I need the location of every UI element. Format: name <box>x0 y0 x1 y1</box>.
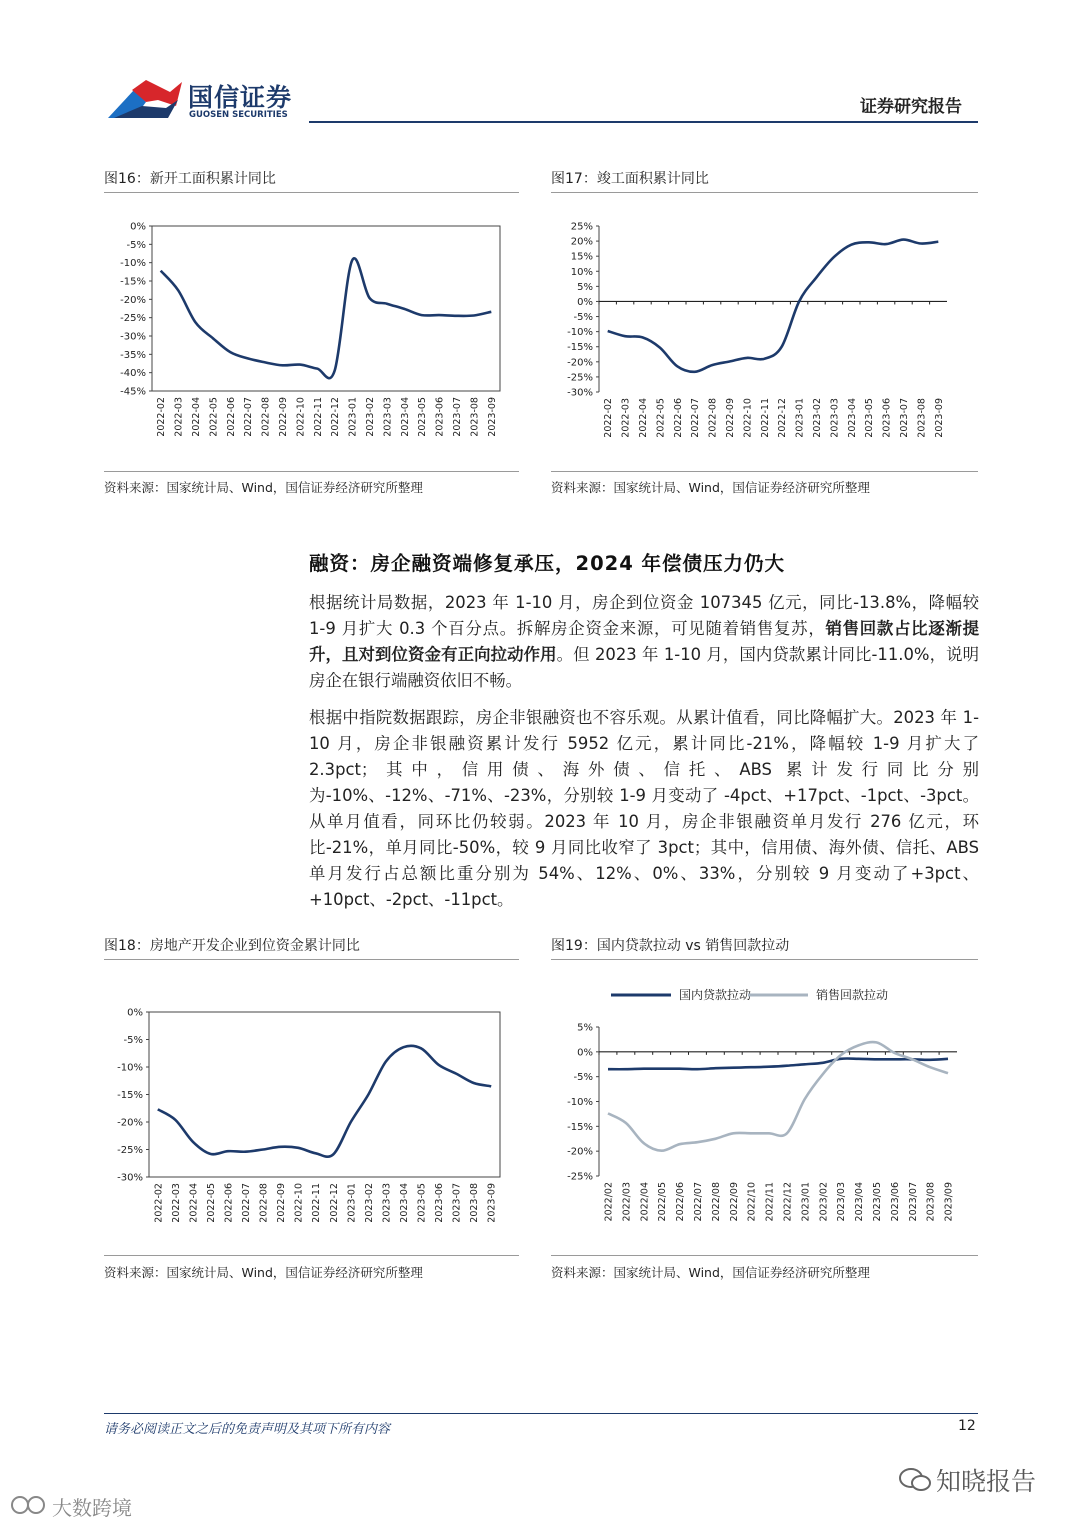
watermark-left-icon <box>10 1494 50 1516</box>
fig17-x-tick-label: 2022-09 <box>725 398 736 438</box>
fig18-y-tick-label: -20% <box>117 1117 143 1129</box>
fig18-x-tick-label: 2023-03 <box>381 1183 393 1223</box>
fig16-x-tick-label: 2022-03 <box>173 397 185 437</box>
fig18-x-tick-label: 2023-08 <box>469 1183 481 1223</box>
fig19-x-tick-label: 2022/04 <box>639 1182 651 1222</box>
fig16-x-tick-label: 2023-08 <box>469 397 481 437</box>
wechat-icon <box>898 1466 932 1494</box>
paragraph-1-bold: 销售回款占比逐渐提升，且对到位资金有正向拉动作用 <box>309 619 980 664</box>
fig17-y-tick-label: -10% <box>567 327 593 339</box>
fig18-x-tick-label: 2022-07 <box>241 1183 253 1223</box>
fig18-top-rule <box>104 959 519 960</box>
fig17-x-tick-label: 2023-03 <box>829 398 841 438</box>
fig17-y-tick-label: 0% <box>577 296 593 308</box>
fig17-x-tick-label: 2022-08 <box>707 398 719 438</box>
fig16-x-tick-label: 2023-06 <box>434 397 446 437</box>
fig16-source: 资料来源：国家统计局、Wind，国信证券经济研究所整理 <box>104 480 423 495</box>
paragraph-1-part-b: 。但 2023 年 1-10 月，国内贷款累计同比-11.0%，说明房企在银行端融资依旧不畅。 <box>309 645 979 690</box>
fig18-chart <box>104 990 519 1245</box>
fig19-title: 图19：国内贷款拉动 vs 销售回款拉动 <box>551 938 790 954</box>
fig19-x-tick-label: 2023/05 <box>871 1182 883 1222</box>
fig18-x-tick-label: 2022-09 <box>276 1183 288 1223</box>
fig16-y-tick-label: 0% <box>130 221 146 233</box>
fig18-x-tick-label: 2022-02 <box>153 1183 165 1223</box>
fig16-x-tick-label: 2022-09 <box>278 397 289 437</box>
fig17-bottom-rule <box>551 471 978 472</box>
fig16-top-rule <box>104 192 519 193</box>
fig17-x-tick-label: 2022-07 <box>690 398 702 438</box>
header <box>0 0 1080 130</box>
fig17-y-tick-label: 25% <box>570 221 593 233</box>
guosen-logo-icon <box>106 78 184 120</box>
fig19-legend-label-2: 销售回款拉动 <box>816 988 889 1002</box>
fig16-y-tick-label: -5% <box>126 239 146 251</box>
fig17-y-tick-label: -25% <box>567 372 593 384</box>
fig16-x-tick-label: 2023-07 <box>452 397 463 437</box>
fig17-y-tick-label: 15% <box>570 251 593 263</box>
fig16-bottom-rule <box>104 471 519 472</box>
fig17-x-tick-label: 2022-04 <box>638 398 649 438</box>
fig16-y-tick-label: -10% <box>120 258 146 270</box>
fig17-y-tick-label: -5% <box>573 312 593 324</box>
fig17-y-tick-label: -30% <box>567 387 593 399</box>
fig17-y-tick-label: 5% <box>577 281 593 293</box>
fig17-x-tick-label: 2023-02 <box>812 398 823 438</box>
fig16-y-tick-label: -15% <box>120 276 146 288</box>
fig18-y-tick-label: -15% <box>117 1090 143 1101</box>
fig16-x-tick-label: 2022-02 <box>156 397 168 437</box>
fig18-series-line-1 <box>158 1046 491 1157</box>
fig19-top-rule <box>551 959 978 960</box>
watermark-right-text: 知晓报告 <box>936 1467 1037 1496</box>
fig19-y-tick-label: -5% <box>573 1072 593 1084</box>
fig19-y-tick-label: -25% <box>567 1171 593 1183</box>
fig18-x-tick-label: 2022-03 <box>170 1183 182 1223</box>
fig19-x-tick-label: 2023/08 <box>925 1182 937 1222</box>
fig19-x-tick-label: 2022/08 <box>710 1182 722 1222</box>
fig18-x-tick-label: 2022-11 <box>311 1183 323 1223</box>
fig16-x-tick-label: 2022-07 <box>243 397 255 437</box>
fig19-chart <box>551 975 978 1245</box>
fig16-x-tick-label: 2023-05 <box>417 397 429 437</box>
fig18-title: 图18：房地产开发企业到位资金累计同比 <box>104 938 360 954</box>
fig19-x-tick-label: 2022/06 <box>675 1182 687 1222</box>
fig19-x-tick-label: 2022/10 <box>746 1182 758 1222</box>
fig19-x-tick-label: 2023/01 <box>800 1182 812 1222</box>
paragraph-2: 根据中指院数据跟踪，房企非银融资也不容乐观。从累计值看，同比降幅扩大。2023 年 1-10 月，房企非银融资累计发行 5952 亿元，累计同比-21%，降幅较 1-9 月扩大了 2.3pct；其中，信用债、海外债、信托、ABS 累计发行同比分别为-10%、-12%、-71%、-23%，分别较 1-9 月变动了 -4pct、+17pct、-1pct、-3pct。从单月值看，同环比仍较弱。2023 年 10 月，房企非银融资单月发行 276 亿元，环比-21%，单月同比-50%，较 9 月同比收窄了 3pct；其中，信用债、海外债、信托、ABS 单月发行占总额比重分别为 54%、12%、0%、33%，分别较 9 月变动了+3pct、+10pct、-2pct、-11pct。 <box>309 708 979 909</box>
fig18-x-tick-label: 2022-06 <box>223 1183 235 1223</box>
fig16-y-tick-label: -40% <box>120 368 146 380</box>
fig16-series-line-1 <box>161 258 492 378</box>
fig18-x-tick-label: 2023-02 <box>363 1183 375 1223</box>
fig17-y-tick-label: 10% <box>570 266 593 278</box>
fig16-x-tick-label: 2022-10 <box>295 397 307 437</box>
fig18-x-tick-label: 2023-09 <box>486 1183 498 1223</box>
header-rule <box>309 121 978 123</box>
fig16-x-tick-label: 2022-06 <box>225 397 237 437</box>
fig17-x-tick-label: 2022-10 <box>742 398 754 438</box>
fig19-x-tick-label: 2023/04 <box>854 1182 866 1222</box>
fig19-bottom-rule <box>551 1255 978 1256</box>
watermark-left-ring-2 <box>28 1497 44 1513</box>
fig17-x-tick-label: 2022-05 <box>655 398 667 438</box>
fig16-y-tick-label: -25% <box>120 313 146 325</box>
fig19-x-tick-label: 2022/03 <box>621 1182 633 1222</box>
fig16-y-tick-label: -35% <box>120 349 146 361</box>
fig17-x-tick-label: 2023-04 <box>846 398 858 438</box>
fig18-y-tick-label: -25% <box>117 1145 143 1156</box>
footer-disclaimer: 请务必阅读正文之后的免责声明及其项下所有内容 <box>104 1422 391 1437</box>
paragraph-1 <box>309 590 979 694</box>
fig17-title: 图17：竣工面积累计同比 <box>551 171 709 187</box>
fig19-x-tick-label: 2023/06 <box>889 1182 901 1222</box>
watermark-left-ring-1 <box>12 1497 28 1513</box>
fig16-x-tick-label: 2022-05 <box>208 397 220 437</box>
footer-rule <box>104 1413 978 1414</box>
fig16-y-tick-label: -30% <box>120 331 146 343</box>
fig19-x-tick-label: 2022/12 <box>782 1182 794 1222</box>
fig16-x-tick-label: 2022-08 <box>260 397 272 437</box>
fig17-chart <box>551 200 978 465</box>
fig18-x-tick-label: 2023-01 <box>346 1183 358 1223</box>
fig16-x-tick-label: 2022-12 <box>330 397 342 437</box>
fig18-y-tick-label: 0% <box>127 1007 143 1019</box>
fig19-x-tick-label: 2022/02 <box>603 1182 615 1222</box>
fig19-x-tick-label: 2022/11 <box>764 1182 776 1222</box>
fig18-x-tick-label: 2022-04 <box>188 1183 200 1223</box>
fig17-source: 资料来源：国家统计局、Wind，国信证券经济研究所整理 <box>551 480 870 495</box>
fig16-x-tick-label: 2023-04 <box>399 397 411 437</box>
paragraph-1-part-a: 根据统计局数据，2023 年 1-10 月，房企到位资金 107345 亿元，同比-13.8%，降幅较 1-9 月扩大 0.3 个百分点。拆解房企资金来源，可见随着销售复苏， <box>309 593 979 638</box>
fig16-x-tick-label: 2022-04 <box>191 397 202 437</box>
logo-text-cn: 国信证券 <box>188 83 293 112</box>
fig19-legend-label-1: 国内贷款拉动 <box>679 988 752 1002</box>
fig18-plot-frame <box>149 1012 500 1177</box>
fig17-x-tick-label: 2023-07 <box>899 398 910 438</box>
fig19-y-tick-label: -15% <box>567 1121 593 1133</box>
watermark-left-text: 大数跨境 <box>52 1496 132 1520</box>
fig17-x-tick-label: 2023-09 <box>933 398 945 438</box>
fig17-y-tick-label: 20% <box>570 236 593 248</box>
fig18-y-tick-label: -10% <box>117 1062 143 1074</box>
fig16-y-tick-label: -20% <box>120 294 146 306</box>
fig19-source: 资料来源：国家统计局、Wind，国信证券经济研究所整理 <box>551 1265 870 1280</box>
fig19-y-tick-label: -20% <box>567 1146 593 1158</box>
fig16-plot-frame <box>152 226 500 391</box>
fig16-chart <box>104 200 519 465</box>
fig19-x-tick-label: 2023/07 <box>907 1182 919 1222</box>
fig18-x-tick-label: 2023-06 <box>434 1183 446 1223</box>
fig18-y-tick-label: -30% <box>117 1172 143 1184</box>
fig16-x-tick-label: 2023-01 <box>347 397 359 437</box>
fig17-x-tick-label: 2023-01 <box>794 398 806 438</box>
fig19-series-line-1 <box>608 1058 948 1069</box>
fig18-x-tick-label: 2022-12 <box>328 1183 340 1223</box>
fig17-x-tick-label: 2023-08 <box>916 398 928 438</box>
fig17-x-tick-label: 2023-06 <box>881 398 893 438</box>
doc-type-label: 证券研究报告 <box>860 97 962 117</box>
wechat-bubble-small <box>912 1476 930 1490</box>
fig17-x-tick-label: 2022-02 <box>603 398 615 438</box>
fig19-x-tick-label: 2022/09 <box>728 1182 740 1222</box>
fig18-x-tick-label: 2022-08 <box>258 1183 270 1223</box>
fig19-x-tick-label: 2022/05 <box>657 1182 669 1222</box>
fig17-x-tick-label: 2022-03 <box>620 398 632 438</box>
fig18-x-tick-label: 2023-04 <box>398 1183 410 1223</box>
logo-text-en: GUOSEN SECURITIES <box>189 110 288 120</box>
fig17-y-tick-label: -20% <box>567 357 593 369</box>
fig19-y-tick-label: 0% <box>577 1047 593 1059</box>
fig19-x-tick-label: 2022/07 <box>692 1182 704 1222</box>
fig16-title: 图16：新开工面积累计同比 <box>104 171 276 187</box>
fig18-y-tick-label: -5% <box>123 1035 143 1046</box>
fig19-x-tick-label: 2023/09 <box>943 1182 955 1222</box>
fig18-x-tick-label: 2023-07 <box>451 1183 463 1223</box>
fig16-x-tick-label: 2023-09 <box>486 397 498 437</box>
fig18-bottom-rule <box>104 1255 519 1256</box>
section-title: 融资：房企融资端修复承压，2024 年偿债压力仍大 <box>309 552 786 575</box>
fig17-series-line-1 <box>608 240 939 372</box>
fig16-y-tick-label: -45% <box>120 386 146 398</box>
fig18-source: 资料来源：国家统计局、Wind，国信证券经济研究所整理 <box>104 1265 423 1280</box>
fig17-y-tick-label: -15% <box>567 342 593 354</box>
page-number: 12 <box>958 1418 976 1434</box>
fig17-x-tick-label: 2022-06 <box>672 398 684 438</box>
fig18-x-tick-label: 2022-05 <box>205 1183 217 1223</box>
fig16-x-tick-label: 2023-02 <box>365 397 376 437</box>
fig17-x-tick-label: 2023-05 <box>864 398 876 438</box>
fig16-x-tick-label: 2023-03 <box>382 397 394 437</box>
fig19-x-tick-label: 2023/02 <box>818 1182 830 1222</box>
fig16-x-tick-label: 2022-11 <box>312 397 324 437</box>
fig17-top-rule <box>551 192 978 193</box>
fig19-y-tick-label: 5% <box>577 1022 593 1034</box>
fig19-x-tick-label: 2023/03 <box>836 1182 848 1222</box>
fig18-x-tick-label: 2023-05 <box>416 1183 428 1223</box>
fig17-x-tick-label: 2022-12 <box>777 398 789 438</box>
fig18-x-tick-label: 2022-10 <box>293 1183 305 1223</box>
fig17-x-tick-label: 2022-11 <box>759 398 771 438</box>
fig19-y-tick-label: -10% <box>567 1097 593 1108</box>
